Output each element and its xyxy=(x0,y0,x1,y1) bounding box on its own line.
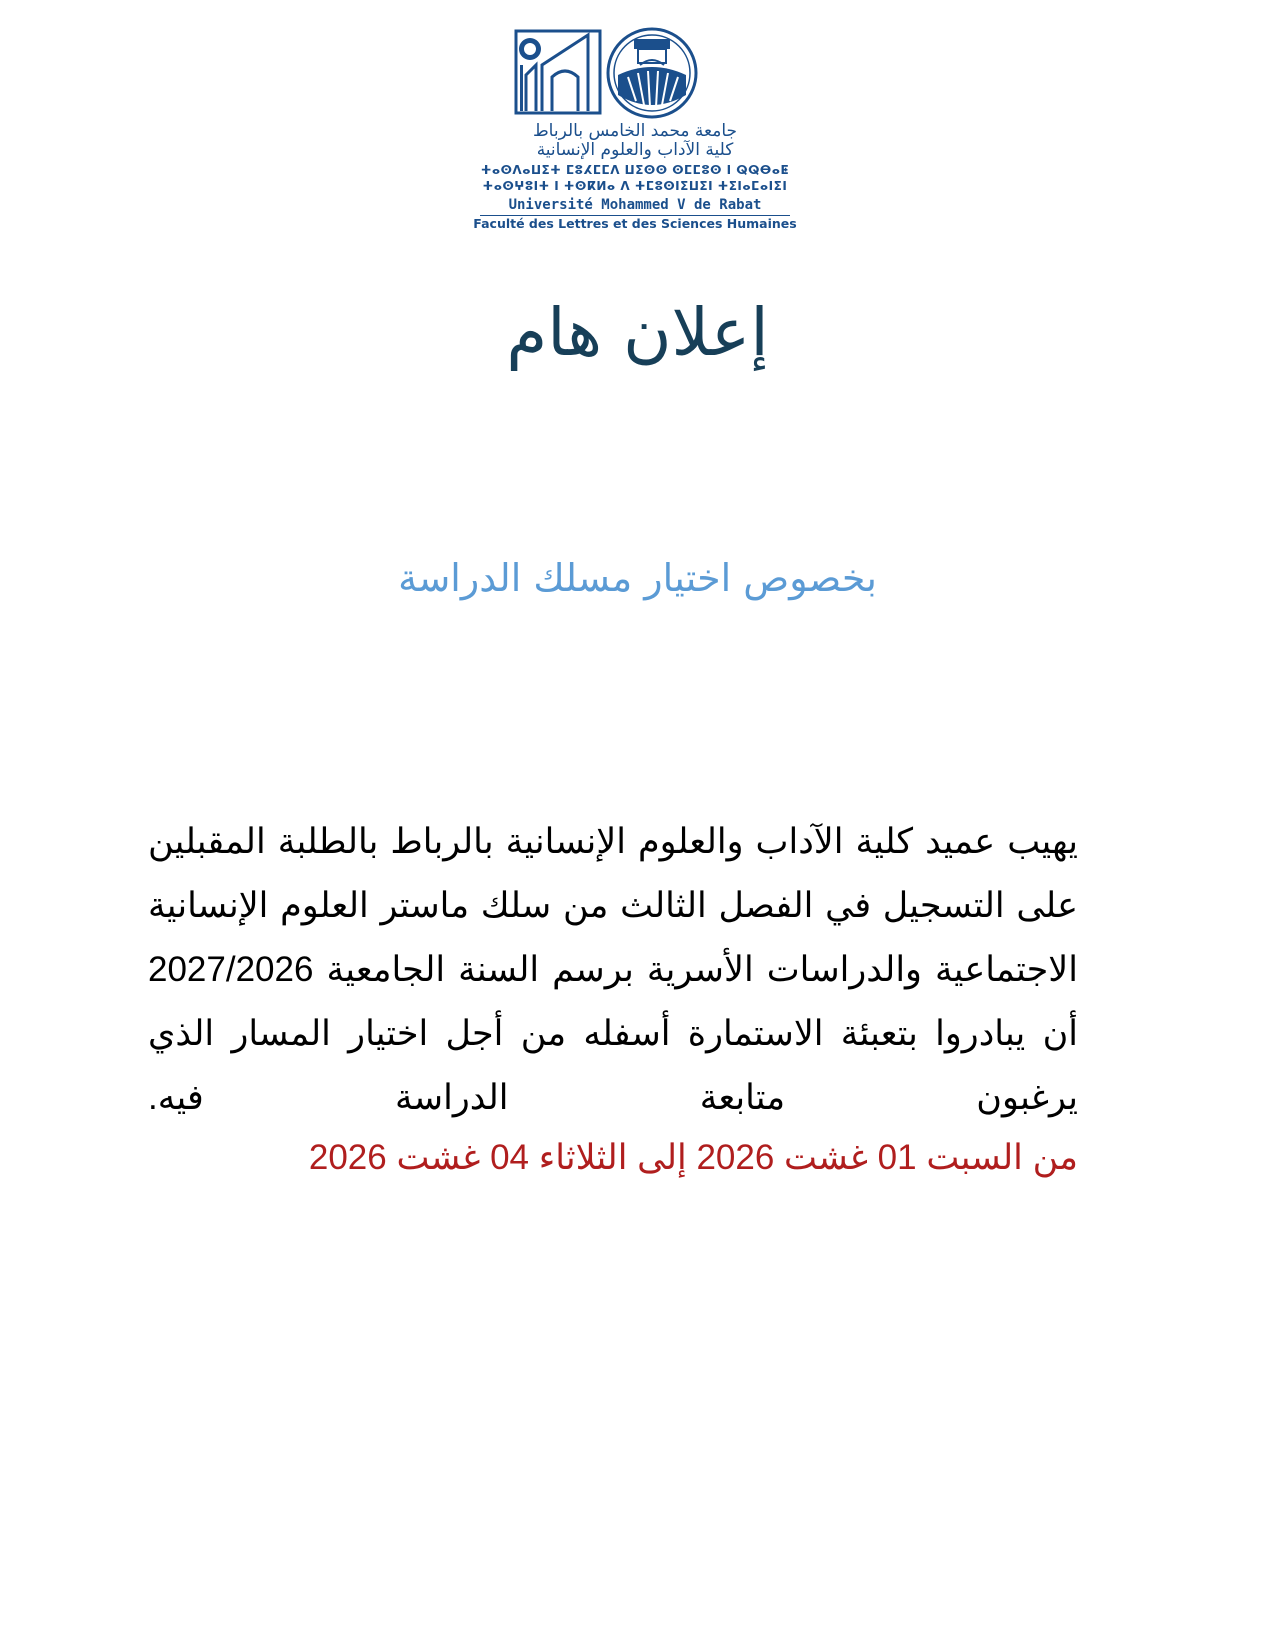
announcement-title: إعلان هام xyxy=(506,294,769,371)
university-emblem-icon xyxy=(470,25,800,121)
logo-tifinagh-faculty-name: ⵜⴰⵙⵖⵓⵏⵜ ⵏ ⵜⵙⴽⵍⴰ ⴷ ⵜⵎⵓⵙⵏⵉⵡⵉⵏ ⵜⵉⵏⴰⵎⴰⵏⵉⵏ xyxy=(482,179,788,193)
announcement-subtitle: بخصوص اختيار مسلك الدراسة xyxy=(398,556,877,600)
announcement-body: يهيب عميد كلية الآداب والعلوم الإنسانية بالرباط بالطلبة المقبلين على التسجيل في الفصل الثالث من سلك ماستر العلوم الإنسانية الاجتماعية والدراسات الأسرية برسم السنة الجامعية 2027/2026 أن يبادروا بتعبئة الاستمارة أسفله من أجل اختيار المسار الذي يرغبون متابعة الدراسة فيه. xyxy=(148,822,1078,1117)
logo-french-faculty-name: Faculté des Lettres et des Sciences Humaines xyxy=(473,216,797,231)
announcement-dates: من السبت 01 غشت 2026 إلى الثلاثاء 04 غشت 2026 xyxy=(308,1138,1078,1177)
logo-arabic-university-name: جامعة محمد الخامس بالرباط xyxy=(532,121,738,141)
logo-tifinagh-university-name: ⵜⴰⵙⴷⴰⵡⵉⵜ ⵎⵓⵃⵎⵎⴷ ⵡⵉⵙⵙ ⵙⵎⵎⵓⵙ ⵏ ⵕⵕⴱⴰⵟ xyxy=(480,163,790,177)
logo-arabic-faculty-name: كلية الآداب والعلوم الإنسانية xyxy=(536,140,734,160)
university-logo xyxy=(470,25,800,235)
logo-french-university-name: Université Mohammed V de Rabat xyxy=(508,197,762,213)
